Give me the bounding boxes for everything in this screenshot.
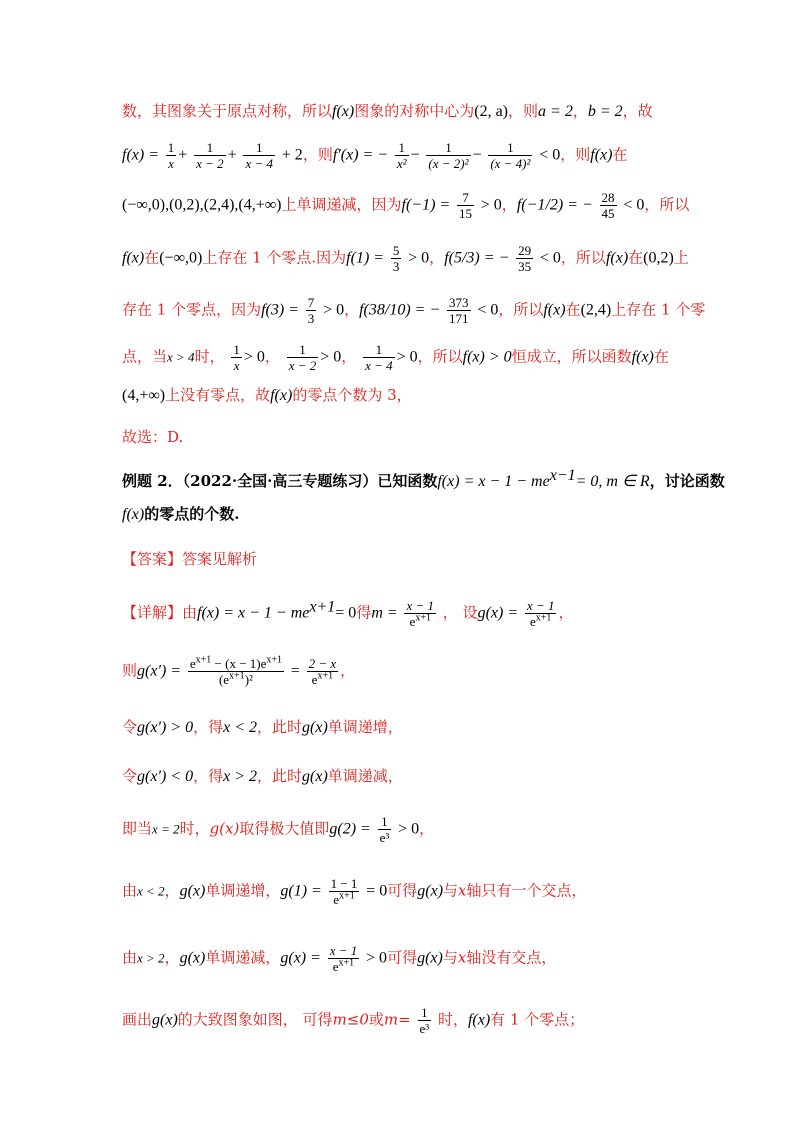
- text: 的零点个数为 3，: [292, 386, 412, 404]
- math: f(x): [467, 1011, 491, 1029]
- math: g(x): [302, 719, 328, 736]
- fraction: $\frac{1}{\text{x²}}$: [396, 140, 407, 171]
- text-line-1: [122, 100, 680, 123]
- math: g(x): [417, 882, 444, 900]
- math: < 0: [477, 301, 499, 319]
- math: f(x) > 0: [462, 348, 512, 366]
- text-line-3: [122, 190, 690, 221]
- fraction: $\frac{2 - x}{e^{x+1}}$: [308, 656, 337, 687]
- text: 上没有零点，故: [165, 386, 271, 404]
- math: g(x) =: [280, 949, 321, 967]
- text: 上: [673, 248, 689, 267]
- math: f(38/10) = −: [359, 301, 441, 319]
- math: f(5/3) = −: [444, 249, 510, 267]
- math: f(x): [332, 103, 355, 120]
- math: g(x): [302, 768, 328, 785]
- math: g(x): [152, 1011, 178, 1029]
- fraction: $\frac{1}{\text{e³}}$: [379, 814, 390, 845]
- math: (−∞,0),(0,2),(2,4),(4,+∞): [122, 196, 282, 214]
- math: g(x): [179, 949, 206, 967]
- fraction: $\frac{29}{35}$: [518, 243, 532, 274]
- text: 时，: [194, 347, 225, 366]
- text-line-15: 令g(x′) < 0，得x > 2，此时g(x)单调递减，: [122, 767, 403, 785]
- text: 恒成立，所以函数: [511, 347, 632, 366]
- text: 在: [628, 248, 644, 267]
- text-line-6: 点，当x > 4时， $\frac{1}{x}$ > 0， $\frac{1}{x - 2}$ > 0， $\frac{1}{x - 4}$ > 0，所以f(x) > 0恒成立，所以函数f(x)在: [122, 342, 669, 373]
- answer-label: 【答案】答案见解析: [122, 550, 258, 568]
- text-line-13: 则g(x′) = $\frac{e^{x+1} - (x - 1)e^{x+1}}{(e^{x+1})^2}$ = $\frac{2 - x}{e^{x+1}}$ ，: [122, 654, 356, 687]
- math: (−∞,0): [159, 249, 203, 267]
- math: g(x′) < 0: [137, 768, 194, 785]
- math: m =: [371, 604, 398, 622]
- fraction: $\frac{x - 1}{e^{x+1}}$: [526, 598, 555, 629]
- fraction: $\frac{1}{x}$: [167, 140, 175, 171]
- text: 在: [565, 300, 581, 319]
- text: 例题 2．（2022·全国·高三专题练习）已知函数: [122, 472, 438, 490]
- math: g(x) =: [477, 604, 519, 622]
- text: ，所以: [560, 248, 606, 267]
- math: (2, a): [474, 103, 508, 120]
- math: (0,2): [643, 249, 674, 267]
- example-heading-2: [122, 503, 680, 526]
- math: f′(x) = −: [332, 146, 389, 164]
- math: a = 2: [538, 103, 573, 120]
- math: g(x): [417, 949, 443, 967]
- fraction: $\frac{7}{15}$: [458, 190, 472, 221]
- math: f(x) =: [122, 146, 159, 164]
- text: ，: [429, 248, 445, 267]
- answer-choice: 故选：D.: [122, 428, 184, 446]
- fraction: $\frac{1}{x - 2}$: [196, 140, 224, 171]
- text-line-8: [122, 426, 680, 448]
- fraction: $\frac{1}{\text{e³}}$: [419, 1005, 430, 1036]
- text-line-12: 【详解】由$f(x) = x - 1 - me^{x+1}= 0$得m = $\frac{x - 1}{e^{x+1}}$ ， 设g(x) = $\frac{x - 1}{e^{x+1}}$ ，: [122, 598, 574, 629]
- math: > 0: [408, 249, 430, 267]
- math: < 0: [539, 146, 561, 164]
- fraction: $\frac{1}{x - 4}$: [365, 342, 393, 373]
- math: f(x) = x − 1 − me: [437, 473, 550, 490]
- math: f(x) = x − 1 − me: [197, 604, 310, 622]
- fraction: $\frac{e^{x+1} - (x - 1)e^{x+1}}{(e^{x+1})^2}$: [189, 654, 283, 687]
- math: x < 2: [137, 883, 165, 899]
- text-line-19: 画出g(x)的大致图象如图， 可得m≤0或m= $\frac{1}{\text{e³}}$ 时，f(x)有 1 个零点；: [122, 1005, 585, 1036]
- fraction: $\frac{7}{3}$: [307, 295, 315, 326]
- math: f(−1) =: [401, 196, 451, 214]
- text: ，: [572, 102, 588, 120]
- text: ，则: [508, 102, 539, 120]
- text-line-16: 即当x = 2时，g(x)取得极大值即g(2) = $\frac{1}{\text{e³}}$ > 0，: [122, 814, 435, 845]
- math: = 0, m ∈ R: [575, 473, 650, 490]
- text: 上单调递减，因为: [281, 195, 402, 214]
- math: g(x): [209, 819, 240, 838]
- math: f(x): [270, 387, 293, 404]
- text: 在: [612, 145, 628, 164]
- text-line-14: 令g(x′) > 0，得x < 2，此时g(x)单调递增，: [122, 718, 403, 736]
- fraction: $\frac{373}{171}$: [449, 295, 469, 326]
- math: x > 2: [137, 950, 165, 966]
- text: 则: [122, 661, 138, 680]
- math: (2,4): [580, 301, 612, 319]
- text: 数，其图象关于原点对称，所以: [122, 102, 333, 120]
- text: ，则: [560, 145, 591, 164]
- text: 在: [144, 248, 160, 267]
- math: f(x): [605, 249, 629, 267]
- text: 得: [356, 603, 372, 622]
- text: ，所以: [417, 347, 463, 366]
- text-line-4: [122, 243, 689, 274]
- math: f(x): [122, 506, 145, 523]
- text: 的零点的个数.: [144, 505, 240, 523]
- text: ，则: [302, 145, 333, 164]
- text: 在: [653, 347, 669, 366]
- math: g(1) =: [280, 882, 322, 900]
- math: x = 2: [152, 821, 180, 837]
- text: 图象的对称中心为: [354, 102, 475, 120]
- math: f(x): [543, 301, 566, 319]
- text: ，所以: [498, 300, 544, 319]
- math: x > 2: [223, 768, 257, 785]
- math: > 0: [480, 196, 502, 214]
- fraction: $\frac{1 - 1}{e^{x+1}}$: [330, 876, 358, 907]
- fraction: $\frac{1}{x - 4}$: [245, 140, 273, 171]
- text: 存在 1 个零点，因为: [122, 300, 262, 319]
- math: g(x′) > 0: [137, 719, 194, 736]
- text: ，故: [622, 102, 653, 120]
- math: = 0: [335, 604, 357, 622]
- example-heading: 例题 2．（2022·全国·高三专题练习）已知函数$f(x) = x - 1 - me^{x-1}= 0$, m ∈ R，讨论函数: [122, 467, 725, 490]
- text: 【详解】由: [122, 603, 198, 622]
- text-line-17: 由x < 2，g(x)单调递增，g(1) = $\frac{1 - 1}{e^{x+1}}$ = 0可得g(x)与x轴只有一个交点，: [122, 876, 587, 907]
- math: + 2: [281, 146, 303, 164]
- text: ，: [344, 300, 360, 319]
- math: g(x): [179, 882, 206, 900]
- fraction: $\frac{5}{3}$: [392, 243, 400, 274]
- text: ，: [340, 661, 356, 680]
- math: < 0: [623, 196, 645, 214]
- math: f(x): [631, 348, 654, 366]
- math: b = 2: [587, 103, 623, 120]
- text: 点，当: [122, 347, 168, 366]
- answer-line: [122, 548, 680, 570]
- math: x < 2: [223, 719, 257, 736]
- text: ，: [558, 603, 574, 622]
- fraction: $\frac{x - 1}{e^{x+1}}$: [329, 943, 358, 974]
- fraction: $\frac{1}{x - 2}$: [288, 342, 317, 373]
- text: ，讨论函数: [649, 472, 725, 490]
- text-line-2: f(x) = $\frac{1}{x}$ + $\frac{1}{x - 2}$ + $\frac{1}{x - 4}$ + 2，则f′(x) = − $\frac{1}{\text{x²}}$ − $\frac{1}{\text{(x − 2)²}}$ − $\frac{1}{\text{(x − 4)²}}$ < 0，则f(x)在: [122, 140, 628, 171]
- fraction: $\frac{1}{\text{(x − 2)²}}$: [428, 140, 469, 171]
- math: x > 4: [167, 349, 195, 365]
- text: ， 设: [442, 603, 478, 622]
- text-line-7: [122, 384, 680, 407]
- math: g(2) =: [329, 820, 371, 838]
- math: f(1) =: [346, 249, 385, 267]
- fraction: $\frac{x - 1}{e^{x+1}}$: [406, 598, 435, 629]
- text: ，: [501, 195, 517, 214]
- math: f(−1/2) = −: [516, 196, 593, 214]
- text-line-18: 由x > 2，g(x)单调递减，g(x) = $\frac{x - 1}{e^{x+1}}$ > 0可得g(x)与x轴没有交点，: [122, 943, 557, 974]
- text-line-5: [122, 295, 706, 326]
- math: < 0: [539, 249, 561, 267]
- math: f(3) =: [261, 301, 299, 319]
- text: ，所以: [644, 195, 690, 214]
- fraction: $\frac{1}{\text{(x − 4)²}}$: [490, 140, 531, 171]
- math: > 0: [323, 301, 345, 319]
- math: (4,+∞): [122, 387, 166, 404]
- fraction: $\frac{28}{45}$: [601, 190, 615, 221]
- text: 上存在 1 个零点.因为: [202, 248, 347, 267]
- math: g(x′) =: [137, 662, 182, 680]
- math: f(x): [590, 146, 613, 164]
- fraction: $\frac{1}{x}$: [233, 342, 240, 373]
- text: 上存在 1 个零: [611, 300, 706, 319]
- math: f(x): [122, 249, 145, 267]
